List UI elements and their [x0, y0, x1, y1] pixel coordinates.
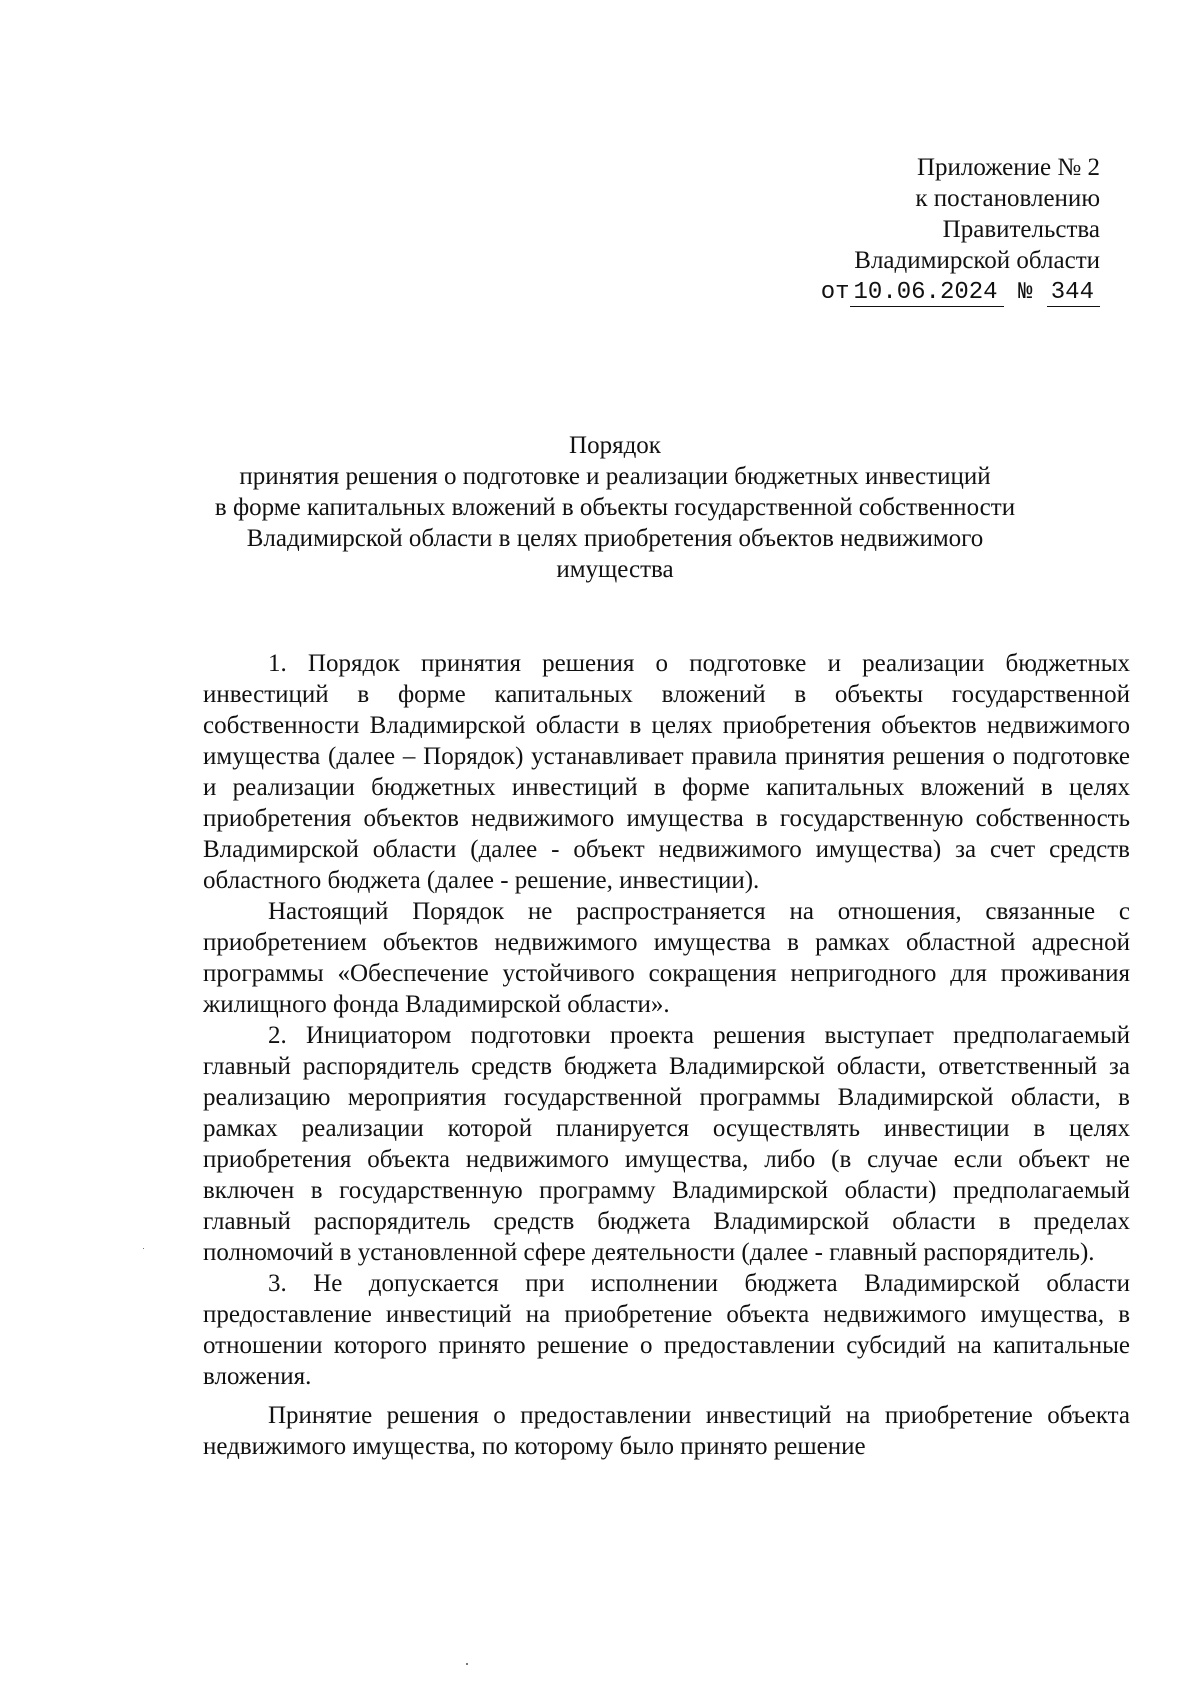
document-title [200, 430, 1030, 585]
title-line-1: Порядок [569, 432, 661, 459]
title-line-3: в форме капитальных вложений в объекты государственной собственности [214, 494, 1016, 521]
appendix-line-region: Владимирской области [854, 247, 1100, 274]
appendix-block [680, 152, 1100, 308]
date-prefix: от [820, 279, 850, 306]
scan-speck [466, 1663, 468, 1665]
number-prefix: № [1017, 279, 1033, 306]
appendix-date-number [680, 277, 1100, 308]
title-line-4: Владимирской области в целях приобретения объектов недвижимого [246, 525, 984, 552]
appendix-line-government: Правительства [942, 216, 1100, 243]
paragraph-2: Настоящий Порядок не распространяется на отношения, связанные с приобретением объектов недвижимого имущества в рамках областной адресной программы «Обеспечение устойчивого сокращения непригодного для проживания жилищного фонда Владимирской области». [203, 898, 1130, 1018]
paragraph-3: 2. Инициатором подготовки проекта решения выступает предполагаемый главный распорядитель средств бюджета Владимирской области, ответственный за реализацию мероприятия государственной программы Владимирской области, в рамках реализации которой планируется осуществлять инвестиции в целях приобретения объекта недвижимого имущества, либо (в случае если объект не включен в государственную программу Владимирской области) предполагаемый главный распорядитель средств бюджета Владимирской области в пределах полномочий в установленной сфере деятельности (далее - главный распорядитель). [203, 1022, 1130, 1266]
appendix-title: Приложение № 2 [916, 154, 1100, 181]
title-line-2: принятия решения о подготовке и реализации бюджетных инвестиций [239, 463, 991, 490]
paragraph-1: 1. Порядок принятия решения о подготовке и реализации бюджетных инвестиций в форме капитальных вложений в объекты государственной собственности Владимирской области в целях приобретения объектов недвижимого имущества (далее – Порядок) устанавливает правила принятия решения о подготовке и реализации бюджетных инвестиций в форме капитальных вложений в целях приобретения объектов недвижимого имущества в государственную собственность Владимирской области (далее - объект недвижимого имущества) за счет средств областного бюджета (далее - решение, инвестиции). [203, 650, 1130, 894]
resolution-date: 10.06.2024 [850, 280, 1004, 307]
resolution-number: 344 [1047, 280, 1100, 307]
paragraph-5: Принятие решения о предоставлении инвестиций на приобретение объекта недвижимого имущества, по которому было принято решение [203, 1402, 1130, 1460]
appendix-line-resolution: к постановлению [915, 185, 1100, 212]
paragraph-4: 3. Не допускается при исполнении бюджета Владимирской области предоставление инвестиций на приобретение объекта недвижимого имущества, в отношении которого принято решение о предоставлении субсидий на капитальные вложения. [203, 1270, 1130, 1390]
scan-speck [143, 1248, 144, 1249]
title-line-5: имущества [556, 556, 674, 583]
document-body [203, 648, 1130, 1462]
